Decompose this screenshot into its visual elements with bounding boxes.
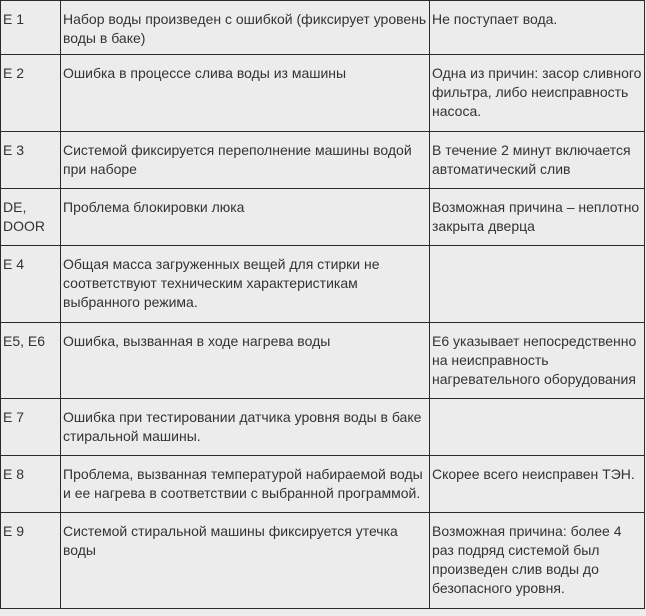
table-row [1,456,645,513]
description-cell: Ошибка при тестировании датчика уровня воды в баке стиральной машины. [61,399,430,456]
error-code-cell: E 3 [1,132,61,189]
description-cell: Набор воды произведен с ошибкой (фиксирует уровень воды в баке) [61,1,430,55]
table-row [1,1,645,55]
error-code-cell: E 7 [1,399,61,456]
error-code-cell: E5, E6 [1,323,61,399]
note-cell: Возможная причина: более 4 раз подряд системой был произведен слив воды до безопасного уровня. [430,513,645,609]
error-code-cell: E 4 [1,246,61,323]
table-row [1,513,645,609]
error-code-cell: E 1 [1,1,61,55]
description-cell: Общая масса загруженных вещей для стирки не соответствуют техническим характеристикам выбранного режима. [61,246,430,323]
note-cell: Возможная причина – неплотно закрыта дверца [430,189,645,246]
description-cell: Системой фиксируется переполнение машины водой при наборе [61,132,430,189]
error-code-cell: E 2 [1,55,61,132]
description-cell: Ошибка, вызванная в ходе нагрева воды [61,323,430,399]
description-cell: Проблема блокировки люка [61,189,430,246]
table-row [1,189,645,246]
description-cell: Системой стиральной машины фиксируется утечка воды [61,513,430,609]
error-code-cell: E 9 [1,513,61,609]
table-row [1,399,645,456]
description-cell: Ошибка в процессе слива воды из машины [61,55,430,132]
note-cell [430,246,645,323]
error-code-cell: E 8 [1,456,61,513]
table-row [1,246,645,323]
description-cell: Проблема, вызванная температурой набираемой воды и ее нагрева в соответствии с выбранной программой. [61,456,430,513]
note-cell: Не поступает вода. [430,1,645,55]
note-cell: E6 указывает непосредственно на неисправность нагревательного оборудования [430,323,645,399]
note-cell: Скорее всего неисправен ТЭН. [430,456,645,513]
table-row [1,132,645,189]
table-row [1,55,645,132]
note-cell [430,399,645,456]
note-cell: В течение 2 минут включается автоматический слив [430,132,645,189]
note-cell: Одна из причин: засор сливного фильтра, либо неисправность насоса. [430,55,645,132]
error-code-cell: DE, DOOR [1,189,61,246]
table-row [1,323,645,399]
